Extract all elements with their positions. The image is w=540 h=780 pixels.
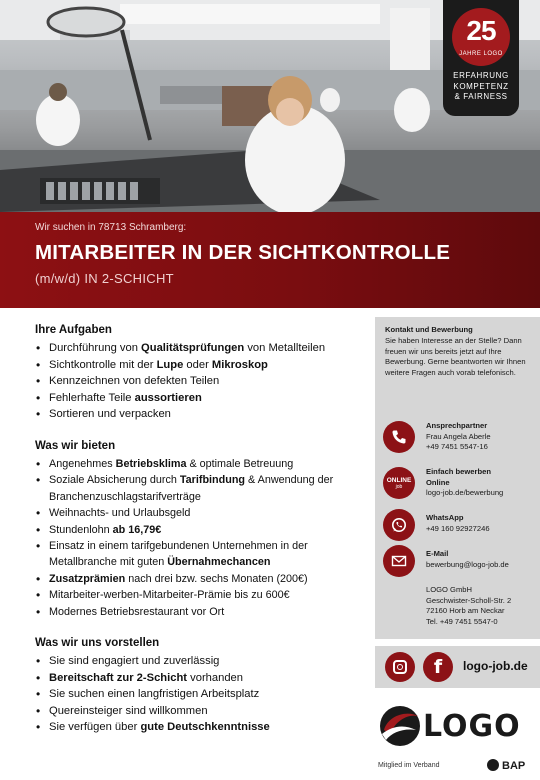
list-item bbox=[35, 406, 365, 423]
list-item bbox=[35, 653, 365, 670]
text: Sichtkontrolle mit der bbox=[49, 358, 157, 371]
phone-icon[interactable] bbox=[383, 421, 415, 453]
list-item bbox=[35, 538, 365, 571]
contact-online[interactable] bbox=[383, 467, 538, 503]
contact-heading: Kontakt und Bewerbung bbox=[385, 325, 473, 334]
list-item bbox=[35, 456, 365, 472]
emphasis: Bereitschaft zur 2-Schicht bbox=[49, 671, 188, 684]
emphasis: Mikroskop bbox=[211, 358, 268, 371]
text: Kennzeichnen von defekten Teilen bbox=[49, 375, 220, 388]
text: vorhanden bbox=[187, 671, 243, 684]
list-item bbox=[35, 390, 365, 407]
list-item bbox=[35, 357, 365, 374]
list-item bbox=[35, 670, 365, 687]
email-address[interactable]: bewerbung@logo-job.de bbox=[426, 559, 509, 569]
emphasis: Zusatzprämien bbox=[49, 572, 126, 585]
phone-heading: Ansprechpartner bbox=[426, 421, 488, 430]
address-line: LOGO GmbH bbox=[426, 585, 472, 594]
anniversary-circle bbox=[452, 8, 510, 66]
email-heading: E-Mail bbox=[426, 549, 449, 558]
membership-note: Mitglied im Verband bbox=[378, 762, 440, 769]
company-logo bbox=[378, 704, 533, 748]
text: Fehlerhafte Teile bbox=[49, 391, 135, 404]
emphasis: gute Deutschkenntnisse bbox=[140, 721, 270, 734]
profile-section bbox=[35, 635, 365, 736]
online-icon-line1: ONLINE bbox=[386, 477, 412, 484]
text: Sortieren und verpacken bbox=[49, 408, 171, 421]
hero-photo bbox=[0, 0, 540, 212]
social-bar bbox=[375, 646, 540, 688]
job-title: MITARBEITER IN DER SICHTKONTROLLE bbox=[35, 241, 451, 264]
address-line: 72160 Horb am Neckar bbox=[426, 606, 505, 616]
contact-intro-text: Sie haben Interesse an der Stelle? Dann freuen wir uns bereits jetzt auf Ihre Bewerbung. Gerne beantworten wir Ihnen weitere Fragen auch vorab telefonisch. bbox=[385, 335, 526, 378]
phone-number[interactable]: +49 7451 5547-16 bbox=[426, 442, 488, 452]
text: Einsatz in einem tarifgebundenen Unternehmen in der Metallbranche mit guten bbox=[49, 540, 308, 569]
badge-line: & FAIRNESS bbox=[454, 92, 508, 101]
list-item bbox=[35, 505, 365, 521]
anniversary-number: 25 bbox=[466, 15, 496, 46]
tasks-list bbox=[35, 340, 365, 423]
list-item bbox=[35, 522, 365, 538]
online-icon-line2: job bbox=[395, 484, 403, 490]
text: Stundenlohn bbox=[49, 523, 113, 536]
emphasis: Qualitätsprüfungen bbox=[141, 342, 245, 354]
emphasis: ab 16,79€ bbox=[112, 523, 162, 536]
mail-icon[interactable] bbox=[383, 545, 415, 577]
title-band bbox=[0, 212, 540, 308]
list-item bbox=[35, 340, 365, 357]
text: Sie suchen einen langfristigen Arbeitsplatz bbox=[49, 688, 260, 701]
list-item bbox=[35, 571, 365, 587]
whatsapp-number[interactable]: +49 160 92927246 bbox=[426, 523, 490, 533]
text: & optimale Betreuung bbox=[186, 457, 294, 470]
whatsapp-text bbox=[426, 513, 490, 534]
email-text bbox=[426, 549, 509, 570]
offer-list bbox=[35, 456, 365, 620]
location-intro: Wir suchen in 78713 Schramberg: bbox=[35, 222, 187, 233]
instagram-icon[interactable] bbox=[385, 652, 415, 682]
emphasis: Übernahmechancen bbox=[167, 556, 271, 569]
online-line1: Einfach bewerben bbox=[426, 467, 491, 476]
contact-sidebar bbox=[375, 317, 540, 639]
list-item bbox=[35, 719, 365, 736]
list-item bbox=[35, 686, 365, 703]
contact-phone[interactable] bbox=[383, 421, 538, 457]
online-url[interactable]: logo-job.de/bewerbung bbox=[426, 488, 504, 498]
address-line: Geschwister-Scholl-Str. 2 bbox=[426, 595, 512, 605]
profile-heading: Was wir uns vorstellen bbox=[35, 637, 160, 650]
online-line2: Online bbox=[426, 477, 450, 487]
text: Soziale Absicherung durch bbox=[49, 474, 180, 487]
website-link[interactable]: logo-job.de bbox=[463, 659, 528, 673]
text: Sie sind engagiert und zuverlässig bbox=[49, 655, 220, 668]
tasks-heading: Ihre Aufgaben bbox=[35, 324, 112, 336]
text: Weihnachts- und Urlaubsgeld bbox=[49, 507, 191, 520]
emphasis: Tarifbindung bbox=[179, 474, 246, 487]
contact-intro bbox=[385, 325, 533, 379]
company-address bbox=[426, 585, 511, 627]
badge-line: ERFAHRUNG bbox=[453, 71, 509, 80]
badge-values bbox=[445, 71, 517, 103]
text: & Anwendung der Branchenzuschlagstarifverträge bbox=[49, 474, 334, 503]
address-line: Tel. +49 7451 5547-0 bbox=[426, 616, 498, 626]
list-item bbox=[35, 373, 365, 390]
contact-whatsapp[interactable] bbox=[383, 509, 538, 545]
text: Angenehmes bbox=[49, 457, 116, 470]
text: von Metallteilen bbox=[244, 342, 326, 354]
list-item bbox=[35, 703, 365, 720]
text: nach drei bzw. sechs Monaten (200€) bbox=[125, 572, 308, 585]
online-text bbox=[426, 467, 503, 499]
job-description bbox=[35, 322, 365, 751]
emphasis: Lupe bbox=[156, 358, 184, 371]
text: Modernes Betriebsrestaurant vor Ort bbox=[49, 605, 225, 618]
logo-wordmark: LOGO bbox=[423, 709, 521, 744]
job-subtitle: (m/w/d) IN 2-SCHICHT bbox=[35, 271, 174, 286]
whatsapp-heading: WhatsApp bbox=[426, 513, 464, 522]
association-name: BAP bbox=[502, 760, 526, 772]
facebook-icon[interactable]: f bbox=[423, 652, 453, 682]
profile-list bbox=[35, 653, 365, 736]
tasks-section bbox=[35, 322, 365, 423]
text: oder bbox=[183, 358, 212, 371]
list-item bbox=[35, 604, 365, 620]
emphasis: aussortieren bbox=[134, 391, 202, 404]
badge-line: KOMPETENZ bbox=[453, 81, 509, 91]
association-logo bbox=[487, 759, 525, 772]
text: Mitarbeiter-werben-Mitarbeiter-Prämie bis zu 600€ bbox=[49, 589, 290, 602]
logo-mark-icon bbox=[378, 704, 422, 748]
offer-section bbox=[35, 438, 365, 620]
online-job-icon[interactable] bbox=[383, 467, 415, 499]
list-item bbox=[35, 587, 365, 603]
phone-text bbox=[426, 421, 491, 453]
anniversary-badge bbox=[443, 0, 519, 116]
emphasis: Betriebsklima bbox=[115, 457, 187, 470]
bap-mark-icon bbox=[487, 759, 499, 771]
contact-email[interactable] bbox=[383, 545, 538, 581]
offer-heading: Was wir bieten bbox=[35, 439, 116, 452]
contact-person: Frau Angela Aberle bbox=[426, 431, 491, 441]
text: Sie verfügen über bbox=[49, 721, 141, 734]
whatsapp-icon[interactable] bbox=[383, 509, 415, 541]
text: Quereinsteiger sind willkommen bbox=[49, 704, 208, 717]
text: Durchführung von bbox=[49, 342, 142, 354]
anniversary-sub: JAHRE LOGO bbox=[459, 51, 503, 57]
list-item bbox=[35, 472, 365, 505]
